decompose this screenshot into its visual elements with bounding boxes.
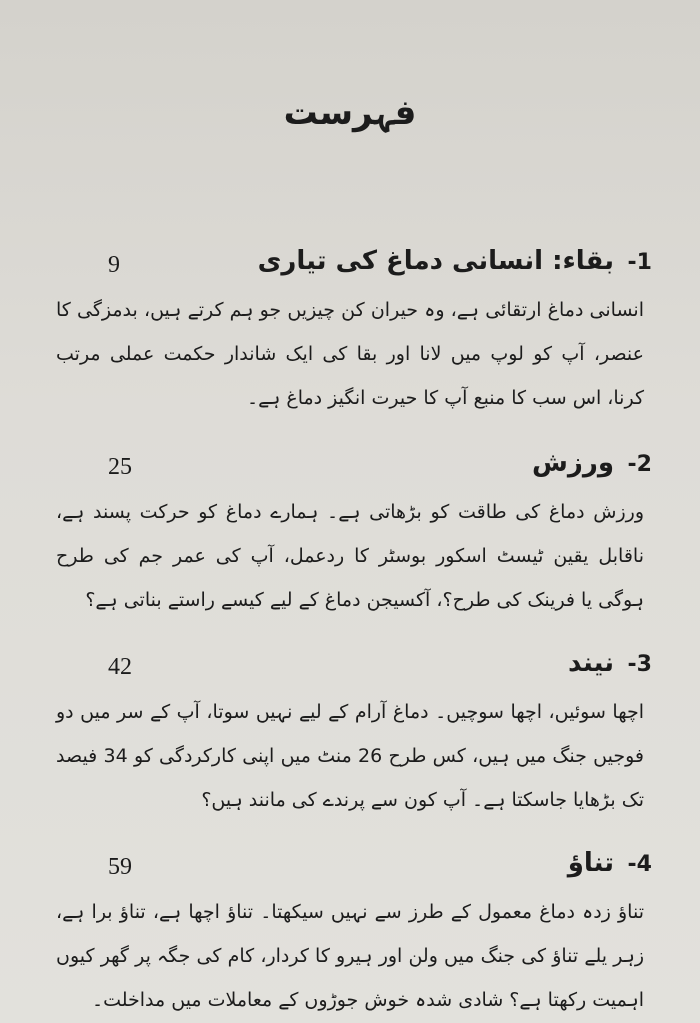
toc-entry xyxy=(0,446,700,622)
toc-entry-header xyxy=(0,846,700,890)
entry-description: تناؤ زدہ دماغ معمول کے طرز سے نہیں سیکھتا۔ تناؤ اچھا ہے، تناؤ برا ہے، زہر یلے تناؤ کی جنگ میں ولن اور ہیرو کا کردار، کام کی جگہ پر گھر کیوں اہمیت رکھتا ہے؟ شادی شدہ خوش جوڑوں کے معاملات میں مداخلت۔ xyxy=(56,901,644,1011)
entry-page-number: 9 xyxy=(108,252,120,278)
entry-description: ورزش دماغ کی طاقت کو بڑھاتی ہے۔ ہمارے دماغ کو حرکت پسند ہے، ناقابل یقین ٹیسٹ اسکور بوسٹر کا ردعمل، آپ کی عمر جم کی طرح ہوگی یا فرینک کی طرح؟، آکسیجن دماغ کے لیے کیسے راستے بناتی ہے؟ xyxy=(56,501,644,611)
entry-title: بقاء: انسانی دماغ کی تیاری xyxy=(257,246,614,276)
entry-page-number: 59 xyxy=(108,854,132,880)
entry-title: ورزش xyxy=(532,448,614,478)
entry-page-number: 42 xyxy=(108,654,132,680)
entry-page-number: 25 xyxy=(108,454,132,480)
entry-number: -1 xyxy=(627,250,652,275)
entry-title: تناؤ xyxy=(567,848,614,878)
page-heading: فہرست xyxy=(283,93,417,133)
entry-number: -3 xyxy=(627,652,652,677)
toc-entry xyxy=(0,846,700,1022)
entry-description: انسانی دماغ ارتقائی ہے، وہ حیران کن چیزیں جو ہم کرتے ہیں، بدمزگی کا عنصر، آپ کو لوپ میں لانا اور بقا کی ایک شاندار حکمت عملی مرتب کرنا، اس سب کا منبع آپ کا حیرت انگیز دماغ ہے۔ xyxy=(56,299,644,409)
entry-number: -4 xyxy=(627,852,652,877)
entry-description: اچھا سوئیں، اچھا سوچیں۔ دماغ آرام کے لیے نہیں سوتا، آپ کے سر میں دو فوجیں جنگ میں ہیں، کس طرح 26 منٹ میں اپنی کارکردگی کو 34 فیصد تک بڑھایا جاسکتا ہے۔ آپ کون سے پرندے کی مانند ہیں؟ xyxy=(56,701,644,811)
toc-entry-header xyxy=(0,646,700,690)
toc-entry-header xyxy=(0,446,700,490)
entry-title: نیند xyxy=(567,648,614,678)
toc-entry xyxy=(0,244,700,420)
toc-entry-header xyxy=(0,244,700,288)
entry-number: -2 xyxy=(627,452,652,477)
toc-entry xyxy=(0,646,700,822)
